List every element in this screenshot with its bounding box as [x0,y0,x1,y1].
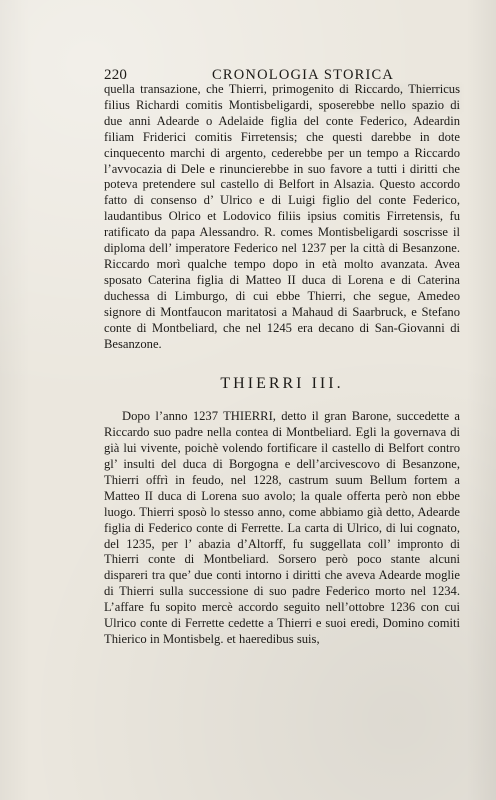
running-head: CRONOLOGIA STORICA [212,67,395,83]
paragraph-2: Dopo l’anno 1237 THIERRI, detto il gran Barone, succedette a Riccardo suo padre nella contea di Montbeliard. Egli la governava di già lui vivente, poichè volendo fortificare il castello di Belfort contro gl’ insulti del duca di Borgogna e dell’arcivescovo di Besanzone, Thierri offrì in feudo, nel 1228, castrum suum Bellum fortem a Matteo II duca di Lorena suo avolo; la quale offerta però non ebbe luogo. Thierri sposò lo stesso anno, come abbiamo già detto, Adearde figlia di Federico conte di Ferrette. La carta di Ulrico, di lui cognato, del 1235, per l’ abazia d’Altorff, fu suggellata coll’ impronto di Thierri conte di Montbeliard. Sorsero però poco stante alcuni dispareri tra que’ due conti intorno i diritti che aveva Adearde moglie di Thierri sulla successione di suo padre Federico morto nel 1234. L’affare fu sopito mercè accordo seguito nell’ottobre 1236 con cui Ulrico conte di Ferrette cedette a Thierri e suoi eredi, Domino comiti Thierico in Montisbelg. et haeredibus suis, [104,409,460,646]
page-number: 220 [104,67,128,83]
paragraph-1: quella transazione, che Thierri, primogenito di Riccardo, Thierricus filius Richardi comitis Montisbeligardi, sposerebbe nello spazio di due anni Adearde o Adelaide figlia del conte Federico, Adeardin filiam Friderici comitis Firretensis; che questi darebbe in dote cinquecento marchi di argento, cederebbe per un tempo a Riccardo l’avvocazia di Dele e rinuncierebbe in suo favore a tutti i diritti che poteva pretendere sul castello di Belfort in Alsazia. Questo accordo fatto di consenso d’ Ulrico e di Luigi figlio del conte Federico, laudantibus Olrico et Lodovico filiis ipsius comitis Firretensis, fu ratificato da papa Alessandro. R. comes Montisbeligardi soscrisse il diploma dell’ imperatore Federico nel 1237 per la città di Besanzone. Riccardo morì qualche tempo dopo in età molto avanzata. Avea sposato Caterina figlia di Matteo II duca di Lorena e di Caterina duchessa di Limburgo, di cui ebbe Thierri, che segue, Amedeo signore di Montfaucon maritatosi a Mahaud di Saarbruck, e Stefano conte di Montbeliard, che nel 1245 era decano di San-Giovanni di Besanzone. [104,82,460,351]
section-title: THIERRI III. [220,375,344,393]
page-body [104,82,460,772]
